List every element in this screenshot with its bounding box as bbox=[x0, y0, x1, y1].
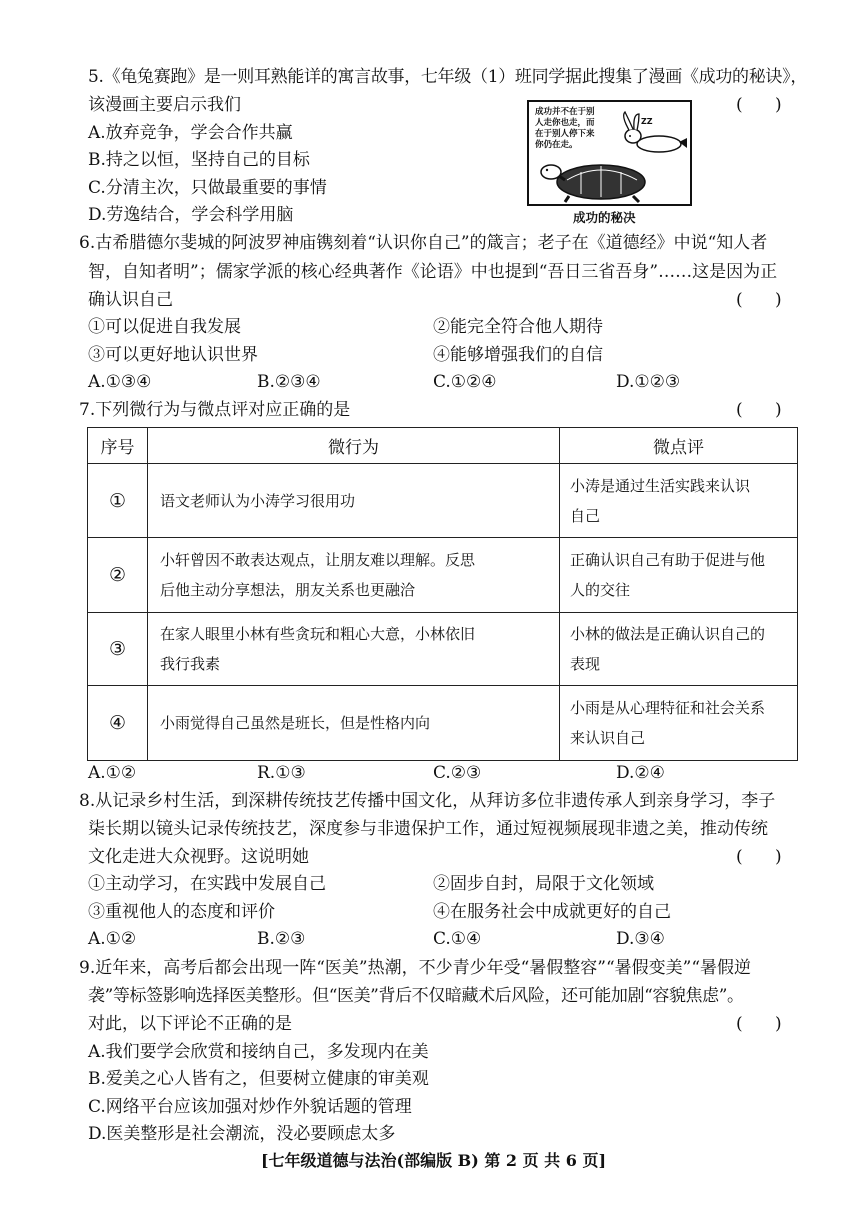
comment-line: 正确认识自己有助于促进与他 bbox=[570, 551, 766, 569]
q8-stem-line3: 文化走进大众视野。这说明她 bbox=[88, 847, 309, 867]
q6-option-d: D.①②③ bbox=[616, 372, 681, 392]
cartoon-success-secret bbox=[527, 100, 692, 206]
q8-stem-line1: 8.从记录乡村生活，到深耕传统技艺传播中国文化，从拜访多位非遗传承人到亲身学习，李子 bbox=[79, 791, 776, 811]
behavior-line: 小轩曾因不敢表达观点，让朋友难以理解。反思 bbox=[160, 551, 476, 569]
q8-stem-line2: 柒长期以镜头记录传统技艺，深度参与非遗保护工作，通过短视频展现非遗之美，推动传统 bbox=[88, 819, 768, 839]
q8-item-3: ③重视他人的态度和评价 bbox=[88, 902, 275, 922]
q9-stem-line1: 9.近年来，高考后都会出现一阵“医美”热潮，不少青少年受“暑假整容”“暑假变美”“暑假逆 bbox=[79, 958, 752, 978]
q8-answer-paren: ( ) bbox=[736, 847, 782, 867]
comment-line: 小涛是通过生活实践来认识 bbox=[570, 476, 751, 495]
row-index: ③ bbox=[88, 613, 148, 686]
q5-stem-line1: 5.《龟兔赛跑》是一则耳熟能详的寓言故事，七年级（1）班同学据此搜集了漫画《成功的秘诀》， bbox=[88, 67, 808, 87]
comment-line: 表现 bbox=[570, 655, 601, 673]
q5-option-b: B.持之以恒，坚持自己的目标 bbox=[88, 150, 310, 170]
q9-stem-line3: 对此，以下评论不正确的是 bbox=[88, 1014, 292, 1034]
q6-item-4: ④能够增强我们的自信 bbox=[433, 345, 603, 365]
behavior-line: 我行我素 bbox=[160, 655, 221, 673]
row-behavior bbox=[148, 538, 560, 613]
q6-stem-line2: 智，自知者明”；儒家学派的核心经典著作《论语》中也提到“吾日三省吾身”……这是因为正 bbox=[88, 262, 778, 282]
cartoon-caption: 成功的秘决 bbox=[573, 210, 636, 225]
q9-option-d: D.医美整形是社会潮流，没必要顾虑太多 bbox=[88, 1124, 396, 1144]
header-comment: 微点评 bbox=[560, 428, 798, 464]
q8-item-1: ①主动学习，在实践中发展自己 bbox=[88, 874, 326, 894]
q6-option-b: B.②③④ bbox=[257, 372, 321, 392]
q6-item-2: ②能完全符合他人期待 bbox=[433, 317, 603, 337]
q8-item-2: ②固步自封，局限于文化领域 bbox=[433, 874, 654, 894]
page-footer: [七年级道德与法治(部编版 B) 第 2 页 共 6 页] bbox=[260, 1151, 607, 1170]
comment-line: 小林的做法是正确认识自己的 bbox=[570, 625, 766, 643]
q6-option-a: A.①③④ bbox=[88, 372, 152, 392]
sleep-mark: ZZ bbox=[641, 117, 653, 126]
q9-stem-line2: 袭”等标签影响选择医美整形。但“医美”背后不仅暗藏术后风险，还可能加剧“容貌焦虑”。 bbox=[88, 986, 744, 1006]
q7-stem: 7.下列微行为与微点评对应正确的是 bbox=[79, 400, 351, 420]
row-behavior bbox=[148, 686, 560, 761]
behavior-line: 语文老师认为小涛学习很用功 bbox=[160, 491, 356, 510]
table-row bbox=[88, 538, 798, 613]
header-behavior: 微行为 bbox=[148, 428, 560, 464]
q8-option-a: A.①② bbox=[88, 929, 137, 949]
table-row bbox=[88, 613, 798, 686]
q6-item-1: ①可以促进自我发展 bbox=[88, 317, 241, 337]
q9-option-b: B.爱美之心人皆有之，但要树立健康的审美观 bbox=[88, 1069, 429, 1089]
q7-option-b: R.①③ bbox=[257, 763, 306, 783]
q8-option-c: C.①④ bbox=[433, 929, 482, 949]
header-index: 序号 bbox=[88, 428, 148, 464]
row-behavior bbox=[148, 464, 560, 538]
comment-line: 自己 bbox=[570, 506, 601, 525]
table-row bbox=[88, 686, 798, 761]
behavior-line: 后他主动分享想法，朋友关系也更融洽 bbox=[160, 581, 416, 599]
row-index: ① bbox=[88, 464, 148, 538]
row-comment bbox=[560, 538, 798, 613]
q5-answer-paren: ( ) bbox=[736, 95, 782, 115]
cartoon-text: 成功并不在于别人走你也走，而在于别人停下来你仍在走。 bbox=[535, 107, 595, 150]
q6-stem-line3: 确认识自己 bbox=[88, 290, 173, 310]
table-row bbox=[88, 464, 798, 538]
q9-option-c: C.网络平台应该加强对炒作外貌话题的管理 bbox=[88, 1097, 412, 1117]
behavior-line: 小雨觉得自己虽然是班长，但是性格内向 bbox=[160, 714, 431, 732]
q7-answer-paren: ( ) bbox=[736, 400, 782, 420]
table-header-row bbox=[88, 428, 798, 464]
comment-line: 人的交往 bbox=[570, 581, 631, 599]
q5-stem-line2: 该漫画主要启示我们 bbox=[88, 95, 241, 115]
q6-answer-paren: ( ) bbox=[736, 290, 782, 310]
q6-item-3: ③可以更好地认识世界 bbox=[88, 345, 258, 365]
q5-option-a: A.放弃竞争，学会合作共赢 bbox=[88, 123, 293, 143]
row-comment bbox=[560, 686, 798, 761]
row-behavior bbox=[148, 613, 560, 686]
row-comment bbox=[560, 613, 798, 686]
row-comment bbox=[560, 464, 798, 538]
q8-option-d: D.③④ bbox=[616, 929, 665, 949]
q8-option-b: B.②③ bbox=[257, 929, 306, 949]
q5-option-c: C.分清主次，只做最重要的事情 bbox=[88, 178, 327, 198]
comment-line: 来认识自己 bbox=[570, 729, 646, 747]
row-index: ④ bbox=[88, 686, 148, 761]
q6-option-c: C.①②④ bbox=[433, 372, 497, 392]
q7-option-d: D.②④ bbox=[616, 763, 665, 783]
q6-stem-line1: 6.古希腊德尔斐城的阿波罗神庙镌刻着“认识你自己”的箴言；老子在《道德经》中说“知人者 bbox=[79, 233, 768, 253]
q5-option-d: D.劳逸结合，学会科学用脑 bbox=[88, 205, 294, 225]
q9-answer-paren: ( ) bbox=[736, 1014, 782, 1034]
q7-table bbox=[87, 427, 798, 761]
q7-option-c: C.②③ bbox=[433, 763, 482, 783]
comment-line: 小雨是从心理特征和社会关系 bbox=[570, 699, 766, 717]
q8-item-4: ④在服务社会中成就更好的自己 bbox=[433, 902, 671, 922]
q9-option-a: A.我们要学会欣赏和接纳自己，多发现内在美 bbox=[88, 1042, 429, 1062]
behavior-line: 在家人眼里小林有些贪玩和粗心大意，小林依旧 bbox=[160, 625, 476, 643]
q7-option-a: A.①② bbox=[88, 763, 137, 783]
row-index: ② bbox=[88, 538, 148, 613]
